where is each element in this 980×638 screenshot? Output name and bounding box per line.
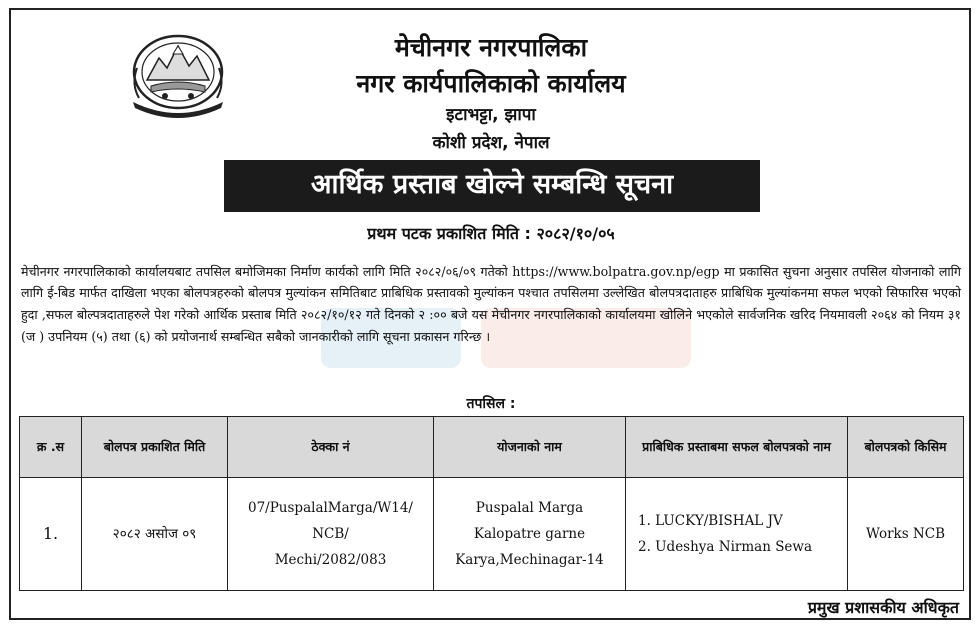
notice-body: मेचीनगर नगरपालिकाको कार्यालयबाट तपसिल बमोजिमका निर्माण कार्यको लागि मिति २०८२/०६/०९ गतेको https://www.bolpatra.gov.np/egp मा प्रकासित सुचना अनुसार तपसिल योजनाको लागि लागि ई-बिड मार्फत दाखिला भएका बोलपत्रहरुको बोलपत्र मुल्यांकन समितिबाट प्राबिधिक प्रस्तावको मुल्यांकन पश्चात तपसिलमा उल्लेखित बोलपत्रदाताहरु प्राबिधिक मुल्यांकनमा सफल भएको सिफारिस भएको हुदा ,सफल बोल्पत्रदाताहरुले पेश गरेको आर्थिक प्रस्ताब मिति २०८२/१०/१२ गते दिनको २ :०० बजे यस मेचीनगर नगरपालिकाको कार्यालयमा खोलिने भएकोले सार्वजनिक खरिद नियमावली २०६४ को नियम ३१ (ज ) उपनियम (५) तथा (६) को प्रयोजनार्थ सम्बन्धित सबैको जानकारीको लागि सूचना प्रकासन गरिन्छ । [21, 263, 961, 344]
signatory-title: प्रमुख प्रशासकीय अधिकृत [807, 598, 959, 617]
bid-table [19, 416, 964, 591]
cell-published-date: २०८२ असोज ०९ [82, 478, 228, 591]
project-name-line: Kalopatre garne [473, 526, 586, 542]
office-address: इटाभट्टा, झापा [446, 105, 536, 125]
cell-bid-type: Works NCB [848, 478, 964, 591]
province-country: कोशी प्रदेश, नेपाल [432, 133, 550, 153]
published-date: प्रथम पटक प्रकाशित मिति : २०८२/१०/०५ [367, 224, 615, 243]
project-name-line: Puspalal Marga [475, 500, 584, 516]
header-published-date: बोलपत्र प्रकाशित मिति [82, 417, 228, 478]
contract-no-line: NCB/ [312, 526, 349, 542]
tapasil-label: तपसिल : [466, 396, 516, 412]
cell-successful-bidders [626, 478, 848, 591]
header-project-name: योजनाको नाम [434, 417, 626, 478]
header-contract-no: ठेक्का नं [228, 417, 434, 478]
notice-title-banner: आर्थिक प्रस्ताब खोल्ने सम्बन्धि सूचना [224, 160, 760, 212]
office-name: नगर कार्यपालिकाको कार्यालय [356, 69, 626, 98]
bidder-item: 1. LUCKY/BISHAL JV [638, 513, 783, 529]
notice-page [9, 8, 971, 620]
cell-sn: 1. [20, 478, 82, 591]
header-sn: क्र .स [20, 417, 82, 478]
table-row [20, 478, 964, 591]
contract-no-line: 07/PuspalalMarga/W14/ [248, 500, 413, 516]
contract-no-line: Mechi/2082/083 [274, 552, 387, 568]
header-bid-type: बोलपत्रको किसिम [848, 417, 964, 478]
project-name-line: Karya,Mechinagar-14 [455, 552, 604, 568]
table-header-row [20, 417, 964, 478]
header-successful-bidders: प्राबिधिक प्रस्ताबमा सफल बोलपत्रको नाम [626, 417, 848, 478]
cell-project-name [434, 478, 626, 591]
cell-contract-no [228, 478, 434, 591]
municipality-name: मेचीनगर नगरपालिका [394, 33, 588, 62]
bidder-item: 2. Udeshya Nirman Sewa [638, 539, 813, 555]
